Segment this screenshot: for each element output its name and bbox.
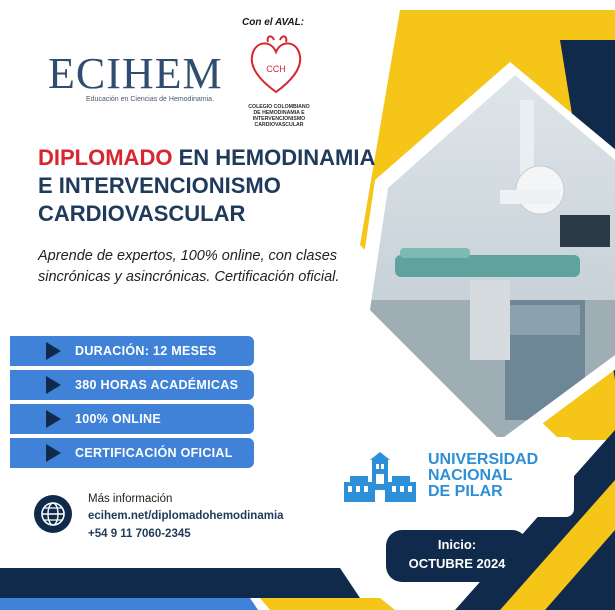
intro-text: Aprende de expertos, 100% online, con clases sincrónicas y asincrónicas. Certificación oficial.	[38, 248, 340, 285]
feature-label: 380 HORAS ACADÉMICAS	[75, 378, 239, 392]
feature-label: CERTIFICACIÓN OFICIAL	[75, 446, 233, 460]
logo-tagline: Educación en Ciencias de Hemodinamia.	[86, 96, 215, 103]
feature-pill-hours	[10, 370, 254, 400]
feature-label: 100% ONLINE	[75, 412, 161, 426]
contact-url-link[interactable]: ecihem.net/diplomadohemodinamia	[88, 510, 284, 522]
arrow-right-icon	[46, 376, 61, 394]
arrow-right-icon	[46, 342, 61, 360]
title-highlight: DIPLOMADO	[38, 145, 173, 170]
feature-label: DURACIÓN: 12 MESES	[75, 344, 217, 358]
aval-emblem-text: CCH	[266, 64, 286, 74]
title-line3: CARDIOVASCULAR	[38, 201, 246, 226]
start-date-badge	[386, 530, 528, 582]
contact-phone[interactable]: +54 9 11 7060-2345	[88, 528, 191, 540]
start-label: Inicio:	[437, 537, 477, 552]
title-line1-rest: EN HEMODINAMIA	[172, 145, 376, 170]
contact-title: Más información	[88, 493, 173, 505]
globe-icon	[34, 495, 72, 533]
start-date: OCTUBRE 2024	[408, 556, 506, 571]
heart-emblem-icon	[246, 34, 306, 96]
university-line1: UNIVERSIDAD	[428, 451, 539, 468]
ecihem-logo	[48, 49, 248, 104]
arrow-right-icon	[46, 410, 61, 428]
arrow-right-icon	[46, 444, 61, 462]
university-line2: NACIONAL	[428, 467, 513, 484]
university-line3: DE PILAR	[428, 483, 503, 500]
aval-organization-name: COLEGIO COLOMBIANO DE HEMODINAMIA E INTERVENCIONISMO CARDIOVASCULAR	[248, 104, 310, 128]
feature-pill-online	[10, 404, 254, 434]
feature-pill-certification	[10, 438, 254, 468]
aval-label: Con el AVAL:	[242, 17, 305, 28]
logo-wordmark: ECIHEM	[48, 49, 223, 98]
page-title	[38, 144, 438, 228]
title-line2: E INTERVENCIONISMO	[38, 173, 281, 198]
feature-pill-duration	[10, 336, 254, 366]
university-name	[428, 452, 538, 500]
university-building-icon	[342, 452, 418, 504]
